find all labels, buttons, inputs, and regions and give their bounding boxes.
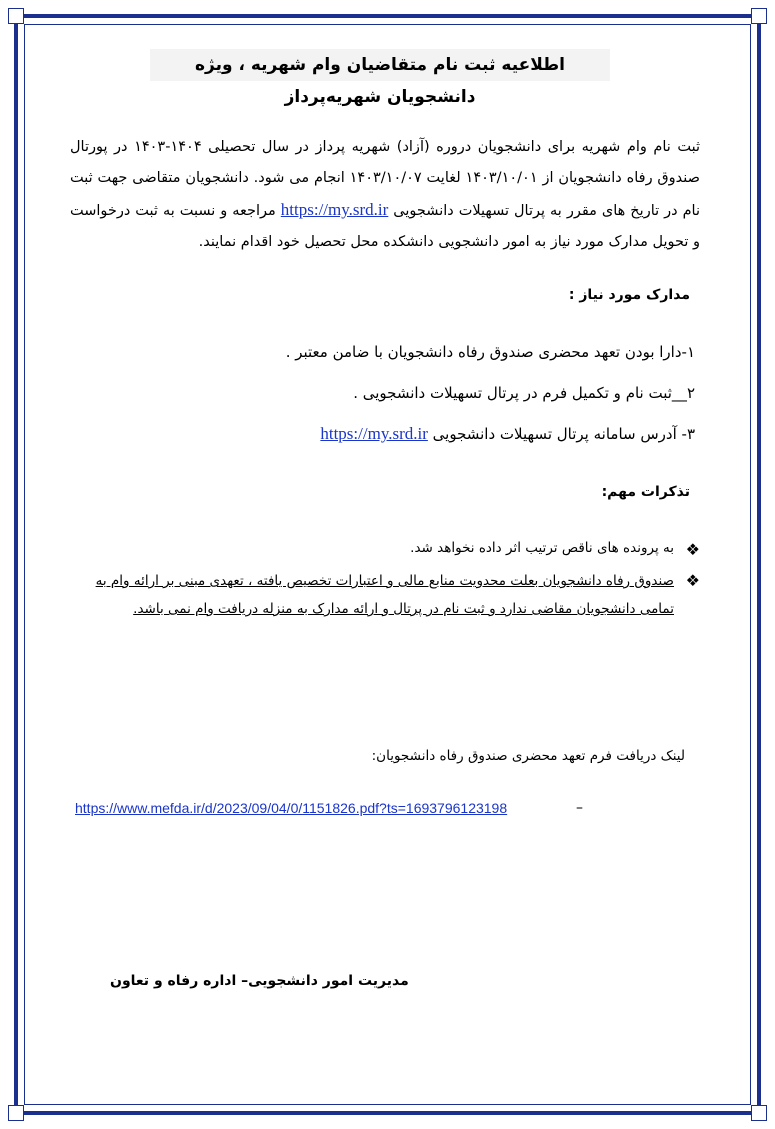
note-item [74,567,700,623]
required-docs-heading: مدارک مورد نیاز : [568,287,690,303]
list-dash: – [576,800,583,816]
note-text: صندوق رفاه دانشجویان بعلت محدویت منابع مالی و اعتبارات تخصیص یافته ، تعهدی مبنی بر ارائه وام به تمامی دانشجویان مقاضی ندارد و ثبت نام در پرتال و ارائه مدارک به منزله دریافت وام نمی باشد. [95,573,674,617]
border-corner-ornament [8,1105,24,1121]
announcement-title: اطلاعیه ثبت نام متقاضیان وام شهریه ، ویژه دانشجویان شهریه‌پرداز [150,49,610,81]
required-doc-item [320,424,695,444]
diamond-bullet-icon: ❖ [685,540,700,559]
portal-address-link[interactable]: https://my.srd.ir [320,424,428,443]
border-corner-ornament [751,8,767,24]
signature: مدیریت امور دانشجویی– اداره رفاه و تعاون [110,973,409,989]
paragraph-text-end: مراجعه و نسبت به ثبت درخواست و تحویل مدارک مورد نیاز به امور دانشجویی دانشکده محل تحصیل خود اقدام نمایند. [70,203,700,250]
portal-address-label: ۳- آدرس سامانه پرتال تسهیلات دانشجویی [427,425,695,443]
border-corner-ornament [751,1105,767,1121]
required-doc-item: ۲__ثبت نام و تکمیل فرم در پرتال تسهیلات دانشجویی . [353,384,695,402]
border-corner-ornament [8,8,24,24]
note-item [410,540,700,559]
commitment-form-link[interactable]: https://www.mefda.ir/d/2023/09/04/0/1151826.pdf?ts=1693796123198 [75,800,508,816]
form-link-line [75,800,507,816]
announcement-paragraph [70,132,700,258]
notes-heading: تذکرات مهم: [601,484,690,500]
paragraph-text-start: ثبت نام وام شهریه برای دانشجویان دروره (آزاد) شهریه پرداز در سال تحصیلی ۱۴۰۴-۱۴۰۳ در پورتال صندوق رفاه دانشجویان از ۱۴۰۳/۱۰/۰۱ لغایت ۱۴۰۳/۱۰/۰۷ انجام می شود. دانشجویان متقاضی جهت ثبت نام در تاریخ های مقرر به پرتال تسهیلات دانشجویی [70,139,700,219]
diamond-bullet-icon: ❖ [685,571,700,590]
note-text: به پرونده های ناقص ترتیب اثر داده نخواهد شد. [410,540,674,556]
srd-portal-link[interactable]: https://my.srd.ir [280,200,389,219]
required-doc-item: ۱-دارا بودن تعهد محضری صندوق رفاه دانشجویان با ضامن معتبر . [285,343,695,361]
form-link-label: لینک دریافت فرم تعهد محضری صندوق رفاه دانشجویان: [371,748,685,764]
